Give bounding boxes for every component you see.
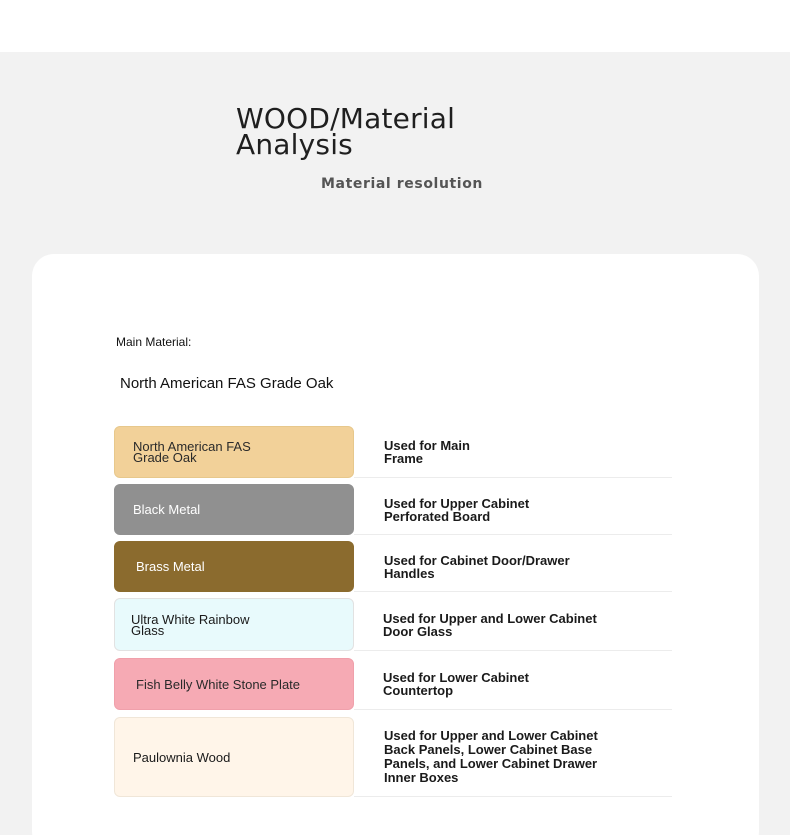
material-usage-text: Used for Upper and Lower Cabinet Back Panels, Lower Cabinet Base Panels, and Lower Cabinet Drawer Inner Boxes bbox=[384, 728, 598, 785]
material-swatch bbox=[114, 658, 354, 710]
material-name: Brass Metal bbox=[136, 559, 205, 574]
row-divider bbox=[354, 709, 672, 710]
row-divider bbox=[354, 650, 672, 651]
material-name: Fish Belly White Stone Plate bbox=[136, 676, 301, 692]
material-usage bbox=[383, 598, 608, 651]
material-row bbox=[114, 598, 672, 651]
material-name: Paulownia Wood bbox=[133, 749, 231, 765]
material-usage-text: Used for Upper and Lower Cabinet Door Glass bbox=[383, 610, 597, 639]
row-divider bbox=[354, 477, 672, 478]
material-row bbox=[114, 658, 672, 710]
row-divider bbox=[354, 534, 672, 535]
material-row bbox=[114, 717, 672, 797]
main-material-label: Main Material: bbox=[116, 335, 192, 349]
material-usage-text: Used for Cabinet Door/Drawer Handles bbox=[384, 552, 570, 581]
material-row bbox=[114, 426, 672, 478]
material-swatch bbox=[114, 541, 354, 592]
material-usage bbox=[384, 484, 564, 535]
row-divider bbox=[354, 796, 672, 797]
row-divider bbox=[354, 591, 672, 592]
page-title bbox=[236, 102, 456, 161]
material-row bbox=[114, 541, 672, 592]
material-swatch bbox=[114, 717, 354, 797]
material-swatch bbox=[114, 426, 354, 478]
material-name: Black Metal bbox=[133, 502, 201, 517]
title-line-1: WOOD/Material bbox=[236, 102, 456, 135]
material-swatch bbox=[114, 484, 354, 535]
material-row bbox=[114, 484, 672, 535]
material-name: North American FAS Grade Oak bbox=[133, 439, 251, 465]
material-swatch bbox=[114, 598, 354, 651]
main-material-value: North American FAS Grade Oak bbox=[120, 375, 334, 392]
material-usage bbox=[383, 658, 553, 710]
page-subtitle: Material resolution bbox=[321, 176, 483, 192]
top-banner bbox=[0, 0, 790, 52]
material-usage bbox=[384, 717, 624, 797]
material-usage-text: Used for Main Frame bbox=[384, 438, 470, 466]
material-usage-text: Used for Lower Cabinet Countertop bbox=[383, 670, 529, 698]
material-usage bbox=[384, 541, 584, 592]
title-line-2: Analysis bbox=[236, 128, 353, 161]
material-usage bbox=[384, 426, 494, 478]
material-usage-text: Used for Upper Cabinet Perforated Board bbox=[384, 495, 530, 524]
material-name: Ultra White Rainbow Glass bbox=[131, 611, 250, 638]
